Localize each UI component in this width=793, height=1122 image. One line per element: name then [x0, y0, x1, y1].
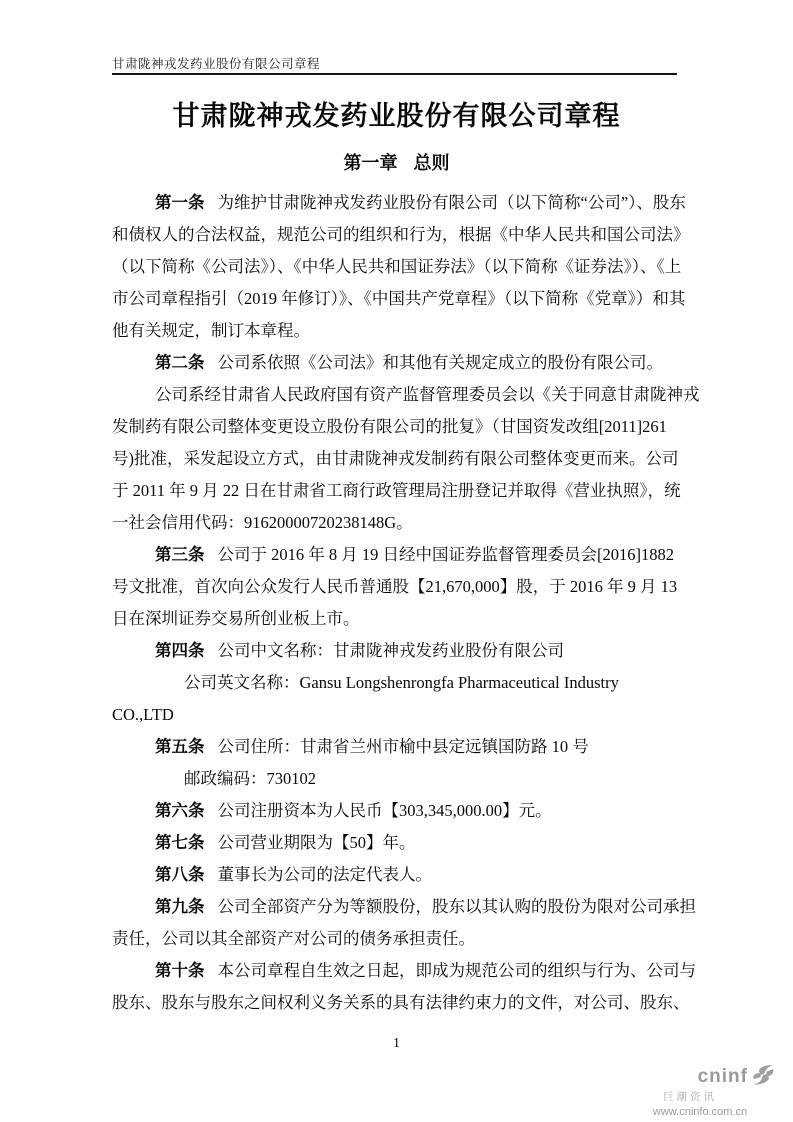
- chapter-title: 总则: [413, 153, 450, 173]
- cninfo-swirl-icon: [751, 1064, 775, 1091]
- article-4-label: 第四条: [155, 641, 205, 660]
- article-2-label: 第二条: [155, 353, 205, 372]
- article-text: 公司注册资本为人民币【303,345,000.00】元。: [217, 801, 552, 820]
- article-9-line: [112, 891, 696, 923]
- article-5-label: 第五条: [155, 737, 205, 756]
- article-1-line: 和债权人的合法权益，规范公司的组织和行为，根据《中华人民共和国公司法》: [112, 225, 690, 244]
- article-2-paragraph-line: 公司系经甘肃省人民政府国有资产监督管理委员会以《关于同意甘肃陇神戎: [155, 385, 700, 404]
- running-header-text: 甘肃陇神戎发药业股份有限公司章程: [112, 57, 321, 71]
- article-3-line: [112, 539, 678, 571]
- article-2-line: [112, 347, 678, 379]
- article-4-line: CO.,LTD: [112, 705, 174, 724]
- article-2-paragraph-line: 发制药有限公司整体变更设立股份有限公司的批复》（甘国资发改组[2011]261: [112, 417, 667, 436]
- article-2-paragraph-line: 号)批准，采发起设立方式，由甘肃陇神戎发制药有限公司整体变更而来。公司: [112, 449, 679, 468]
- article-text: 公司系依照《公司法》和其他有关规定成立的股份有限公司。: [217, 353, 663, 372]
- article-6-line: [112, 795, 678, 827]
- article-3-label: 第三条: [155, 545, 205, 564]
- article-text: 公司中文名称：甘肃陇神戎发药业股份有限公司: [217, 641, 564, 660]
- header-rule: [112, 73, 677, 75]
- article-text: 公司营业期限为【50】年。: [217, 833, 416, 852]
- article-4-line: [112, 635, 678, 667]
- article-text: 为维护甘肃陇神戎发药业股份有限公司（以下简称“公司”）、股东: [217, 193, 686, 212]
- page-number: 1: [393, 1036, 400, 1051]
- article-text: 公司住所：甘肃省兰州市榆中县定远镇国防路 10 号: [217, 737, 589, 756]
- cninfo-logo: [617, 1064, 787, 1118]
- article-text: 董事长为公司的法定代表人。: [217, 865, 432, 884]
- article-1-line: [112, 187, 686, 219]
- cninfo-url: www.cninfo.com.cn: [652, 1106, 748, 1119]
- article-10-label: 第十条: [155, 961, 205, 980]
- article-10-line: 股东、股东与股东之间权利义务关系的具有法律约束力的文件，对公司、股东、: [112, 993, 690, 1012]
- article-3-line: 日在深圳证券交易所创业板上市。: [112, 609, 360, 628]
- cninfo-brand-text: cninf: [697, 1065, 748, 1087]
- article-8-line: [112, 859, 678, 891]
- article-text: 本公司章程自生效之日起，即成为规范公司的组织与行为、公司与: [217, 961, 696, 980]
- article-10-line: [112, 955, 696, 987]
- document-title: 甘肃陇神戎发药业股份有限公司章程: [172, 101, 621, 131]
- article-5-line: [112, 731, 678, 763]
- article-9-line: 责任，公司以其全部资产对公司的债务承担责任。: [112, 929, 475, 948]
- article-9-label: 第九条: [155, 897, 205, 916]
- document-body: [112, 187, 700, 1019]
- article-3-line: 号文批准，首次向公众发行人民币普通股【21,670,000】股，于 2016 年 9 月 13: [112, 577, 678, 596]
- article-text: 公司全部资产分为等额股份，股东以其认购的股份为限对公司承担: [217, 897, 696, 916]
- article-5-line: 邮政编码：730102: [184, 769, 316, 788]
- article-text: 公司于 2016 年 8 月 19 日经中国证券监督管理委员会[2016]1882: [217, 545, 674, 564]
- article-2-paragraph-line: 一社会信用代码：91620000720238148G。: [112, 513, 413, 532]
- article-2-paragraph-line: 于 2011 年 9 月 22 日在甘肃省工商行政管理局注册登记并取得《营业执照》，统: [112, 481, 681, 500]
- article-7-line: [112, 827, 678, 859]
- chapter-heading: [0, 149, 793, 175]
- running-header: [112, 54, 320, 72]
- article-7-label: 第七条: [155, 833, 205, 852]
- cninfo-chinese-name: 巨潮资讯: [663, 1090, 717, 1103]
- article-1-line: 市公司章程指引（2019 年修订）》、《中国共产党章程》（以下简称《党章》）和其: [112, 289, 686, 308]
- article-6-label: 第六条: [155, 801, 205, 820]
- article-1-line: （以下简称《公司法》）、《中华人民共和国证券法》（以下简称《证券法》）、《上: [112, 257, 682, 276]
- article-1-label: 第一条: [155, 193, 205, 212]
- article-1-line: 他有关规定，制订本章程。: [112, 321, 310, 340]
- chapter-number: 第一章: [343, 153, 398, 173]
- article-4-line: 公司英文名称：Gansu Longshenrongfa Pharmaceutical Industry: [184, 673, 619, 692]
- article-8-label: 第八条: [155, 865, 205, 884]
